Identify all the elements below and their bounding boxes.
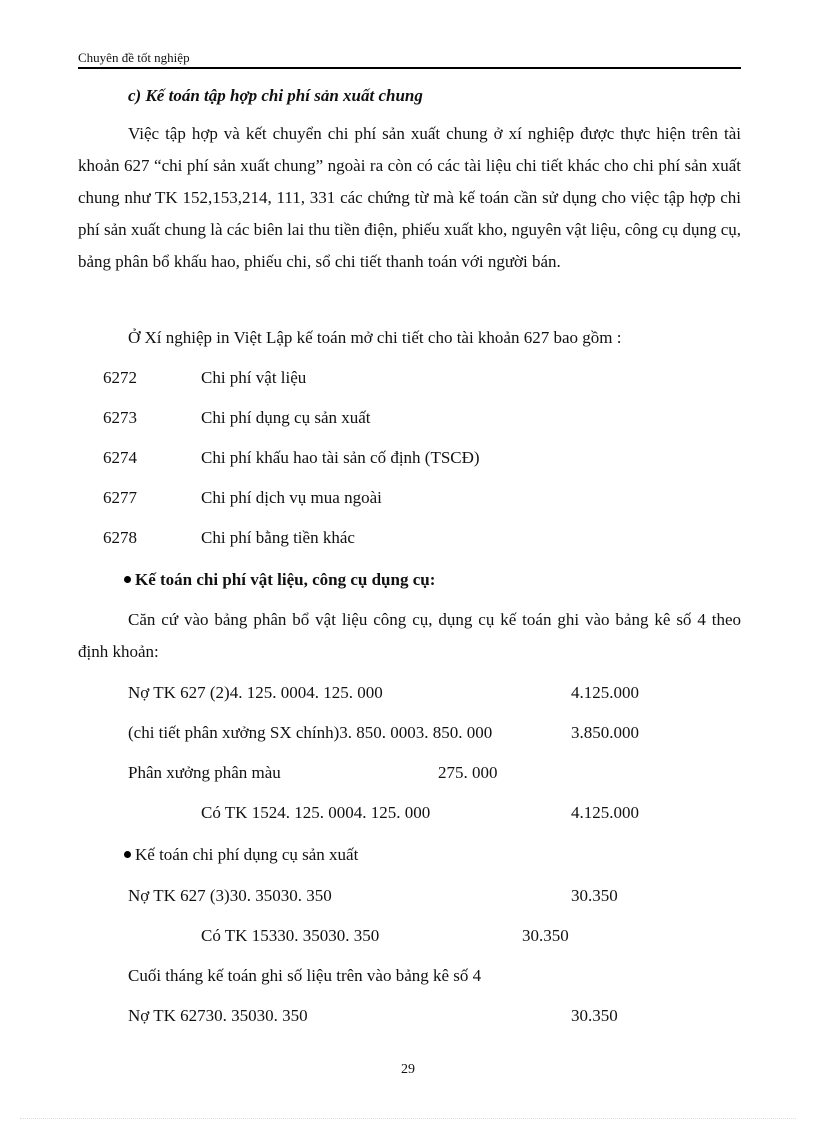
bullet-icon [124, 576, 131, 583]
page-number: 29 [401, 1062, 415, 1077]
entry-label: Có TK 15330. 35030. 350 [201, 926, 380, 945]
entry-amount: 30.350 [571, 1006, 618, 1025]
entry-amount: 275. 000 [438, 763, 498, 782]
entry-amount: 4.125.000 [571, 683, 639, 702]
entry-label: Có TK 1524. 125. 0004. 125. 000 [201, 803, 431, 822]
account-name: Chi phí dụng cụ sản xuất [201, 408, 371, 427]
paragraph-1 [78, 118, 741, 278]
running-header: Chuyên đề tốt nghiệp [78, 50, 190, 65]
account-code: 6277 [103, 488, 137, 507]
entry-label: (chi tiết phân xưởng SX chính)3. 850. 0003. 850. 000 [128, 723, 493, 742]
paragraph-3-text: Căn cứ vào bảng phân bổ vật liệu công cụ, dụng cụ kế toán ghi vào bảng kê số 4 theo định khoản: [78, 610, 741, 661]
header-rule [78, 67, 741, 69]
paragraph-2: Ở Xí nghiệp in Việt Lập kế toán mở chi tiết cho tài khoản 627 bao gồm : [128, 328, 622, 347]
account-code: 6278 [103, 528, 137, 547]
entry-amount: 30.350 [522, 926, 569, 945]
subheading-materials [124, 570, 435, 590]
entry-amount: 30.350 [571, 886, 618, 905]
entry-label: Nợ TK 627 (3)30. 35030. 350 [128, 886, 332, 905]
paragraph-1-text: Việc tập hợp và kết chuyển chi phí sản xuất chung ở xí nghiệp được thực hiện trên tài khoản 627 “chi phí sản xuất chung” ngoài ra còn có các tài liệu chi tiết khác cho chi phí sản xuất chung như TK 152,153,214, 111, 331 các chứng từ mà kế toán cần sử dụng cho việc tập hợp chi phí sản xuất chung là các biên lai thu tiền điện, phiếu xuất kho, nguyên vật liệu, công cụ dụng cụ, bảng phân bổ khấu hao, phiếu chi, sổ chi tiết thanh toán với người bán. [78, 124, 741, 271]
paragraph-4: Cuối tháng kế toán ghi số liệu trên vào bảng kê số 4 [128, 966, 482, 985]
page-bottom-divider [20, 1118, 796, 1119]
paragraph-3 [78, 604, 741, 668]
bullet-icon [124, 851, 131, 858]
entry-label: Phân xưởng phân màu [128, 763, 281, 782]
account-code: 6274 [103, 448, 137, 467]
entry-label: Nợ TK 62730. 35030. 350 [128, 1006, 308, 1025]
account-code: 6272 [103, 368, 137, 387]
section-title: c) Kế toán tập hợp chi phí sản xuất chung [128, 86, 423, 105]
account-name: Chi phí dịch vụ mua ngoài [201, 488, 382, 507]
subheading-tools [124, 845, 358, 865]
entry-amount: 3.850.000 [571, 723, 639, 742]
account-name: Chi phí bằng tiền khác [201, 528, 355, 547]
subheading-tools-text: Kế toán chi phí dụng cụ sản xuất [135, 845, 359, 864]
account-name: Chi phí khấu hao tài sản cố định (TSCĐ) [201, 448, 480, 467]
account-code: 6273 [103, 408, 137, 427]
subheading-materials-text: Kế toán chi phí vật liệu, công cụ dụng cụ: [135, 570, 436, 589]
entry-amount: 4.125.000 [571, 803, 639, 822]
entry-label: Nợ TK 627 (2)4. 125. 0004. 125. 000 [128, 683, 383, 702]
account-name: Chi phí vật liệu [201, 368, 307, 387]
